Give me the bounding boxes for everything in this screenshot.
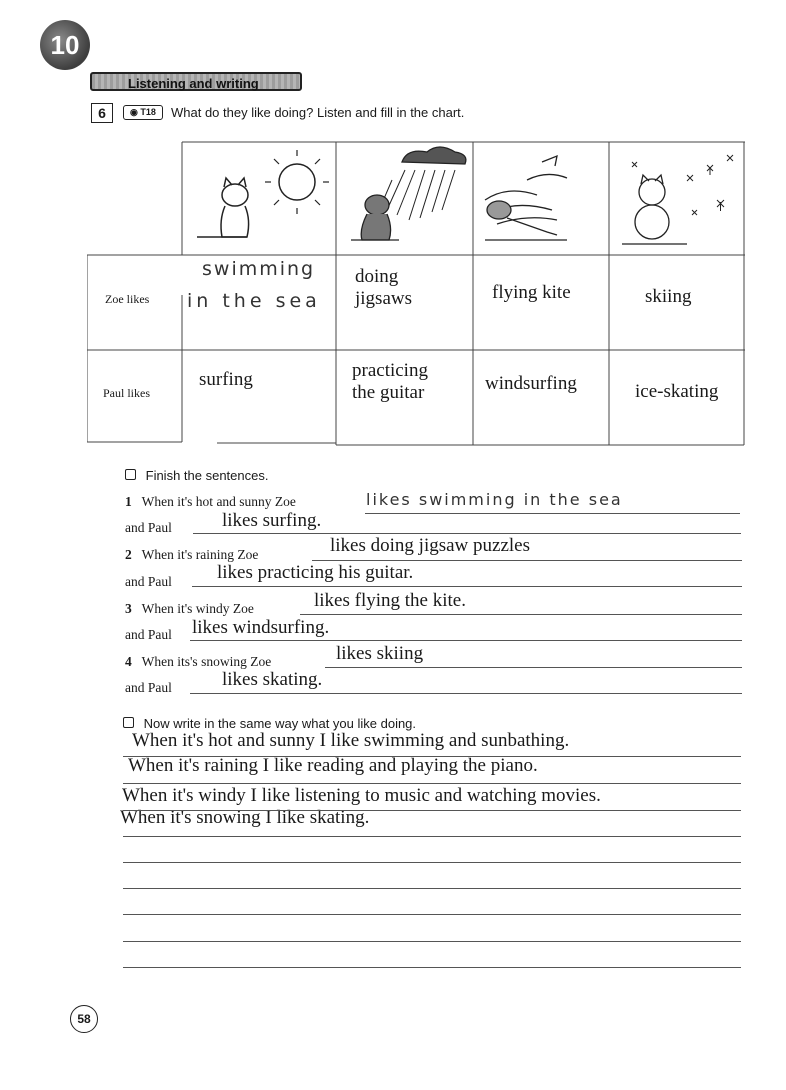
writing-line <box>123 914 741 915</box>
answer-2-zoe: likes doing jigsaw puzzles <box>330 535 530 556</box>
paul-answer-wind: windsurfing <box>485 373 577 394</box>
paul-answer-snow: ice-skating <box>635 381 719 402</box>
zoe-answer-rain-line2: jigsaws <box>355 288 412 309</box>
wind-icon <box>485 191 537 200</box>
sentence-4-zoe <box>125 654 271 670</box>
sentence-2-paul: and Paul <box>125 574 172 589</box>
checkbox-icon <box>125 469 136 480</box>
cat-in-rain-picture <box>351 147 466 240</box>
cat-icon <box>222 184 248 206</box>
sentence-prompt: When it's hot and sunny Zoe <box>141 494 296 509</box>
writing-line <box>123 756 741 757</box>
paul-answer-hot: surfing <box>199 369 253 390</box>
sentence-number: 4 <box>125 654 132 669</box>
sentence-prompt: When it's windy Zoe <box>141 601 254 616</box>
sentence-4-paul: and Paul <box>125 680 172 695</box>
answer-line <box>300 614 742 615</box>
paul-answer-rain-line2: the guitar <box>352 382 425 403</box>
zoe-answer-wind: flying kite <box>492 282 571 303</box>
sentence-2-zoe <box>125 547 258 563</box>
sentence-3-paul: and Paul <box>125 627 172 642</box>
finish-instruction-text: Finish the sentences. <box>145 468 269 483</box>
answer-1-paul: likes surfing. <box>222 510 322 531</box>
answer-line <box>192 586 742 587</box>
section-title: Listening and writing <box>90 72 302 91</box>
own-line-3: When it's windy I like listening to music and watching movies. <box>122 785 601 806</box>
answer-3-paul: likes windsurfing. <box>192 617 330 638</box>
rain-cloud-icon <box>402 147 466 164</box>
own-line-2: When it's raining I like reading and playing the piano. <box>128 755 538 776</box>
answer-line <box>193 533 741 534</box>
sentence-1-zoe <box>125 494 296 510</box>
cd-icon: ◉ <box>130 107 138 117</box>
answer-4-zoe: likes skiing <box>336 643 424 664</box>
writing-line <box>123 888 741 889</box>
snowman-cat-picture <box>622 155 733 244</box>
writing-line <box>123 967 741 968</box>
sentence-prompt: When it's raining Zoe <box>141 547 259 562</box>
finish-instruction <box>125 468 268 483</box>
sentence-prompt: When its's snowing Zoe <box>141 654 272 669</box>
answer-line <box>365 513 740 514</box>
answer-line <box>190 640 742 641</box>
answer-4-paul: likes skating. <box>222 669 323 690</box>
sentence-1-paul: and Paul <box>125 520 172 535</box>
row-label-paul: Paul likes <box>103 386 150 400</box>
likes-chart <box>87 140 745 446</box>
writing-line <box>123 862 741 863</box>
sentence-number: 1 <box>125 494 132 509</box>
own-instruction <box>123 716 416 731</box>
audio-track-label: T18 <box>140 107 156 117</box>
own-line-4: When it's snowing I like skating. <box>120 807 370 828</box>
answer-line <box>325 667 742 668</box>
zoe-answer-rain <box>355 266 412 310</box>
own-line-1: When it's hot and sunny I like swimming and sunbathing. <box>132 730 570 751</box>
cat-in-sun-picture <box>197 150 329 237</box>
writing-line <box>123 836 741 837</box>
answer-2-paul: likes practicing his guitar. <box>217 562 414 583</box>
audio-track-badge <box>123 105 163 120</box>
answer-line <box>190 693 742 694</box>
page-number: 58 <box>70 1005 98 1033</box>
answer-3-zoe: likes flying the kite. <box>314 590 466 611</box>
own-instruction-text: Now write in the same way what you like doing. <box>143 716 417 731</box>
sentence-number: 2 <box>125 547 132 562</box>
unit-badge: 10 <box>40 20 90 70</box>
exercise-instruction: What do they like doing? Listen and fill in the chart. <box>171 105 465 120</box>
writing-line <box>123 941 741 942</box>
checkbox-icon <box>123 717 134 728</box>
exercise-number: 6 <box>91 103 113 123</box>
cat-in-wind-picture <box>485 156 567 240</box>
zoe-answer-snow: skiing <box>645 286 692 307</box>
zoe-answer-hot-line2: in the sea <box>187 290 321 312</box>
row-label-zoe: Zoe likes <box>105 292 150 306</box>
zoe-answer-rain-line1: doing <box>355 266 399 287</box>
answer-1-zoe: likes swimming in the sea <box>366 490 623 509</box>
answer-line <box>312 560 742 561</box>
sentence-number: 3 <box>125 601 132 616</box>
sentence-3-zoe <box>125 601 254 617</box>
writing-line <box>123 810 741 811</box>
sun-icon <box>279 164 315 200</box>
paul-answer-rain-line1: practicing <box>352 360 428 381</box>
writing-line <box>123 783 741 784</box>
zoe-answer-hot-line1: swimming <box>202 258 316 280</box>
paul-answer-rain <box>352 360 428 404</box>
